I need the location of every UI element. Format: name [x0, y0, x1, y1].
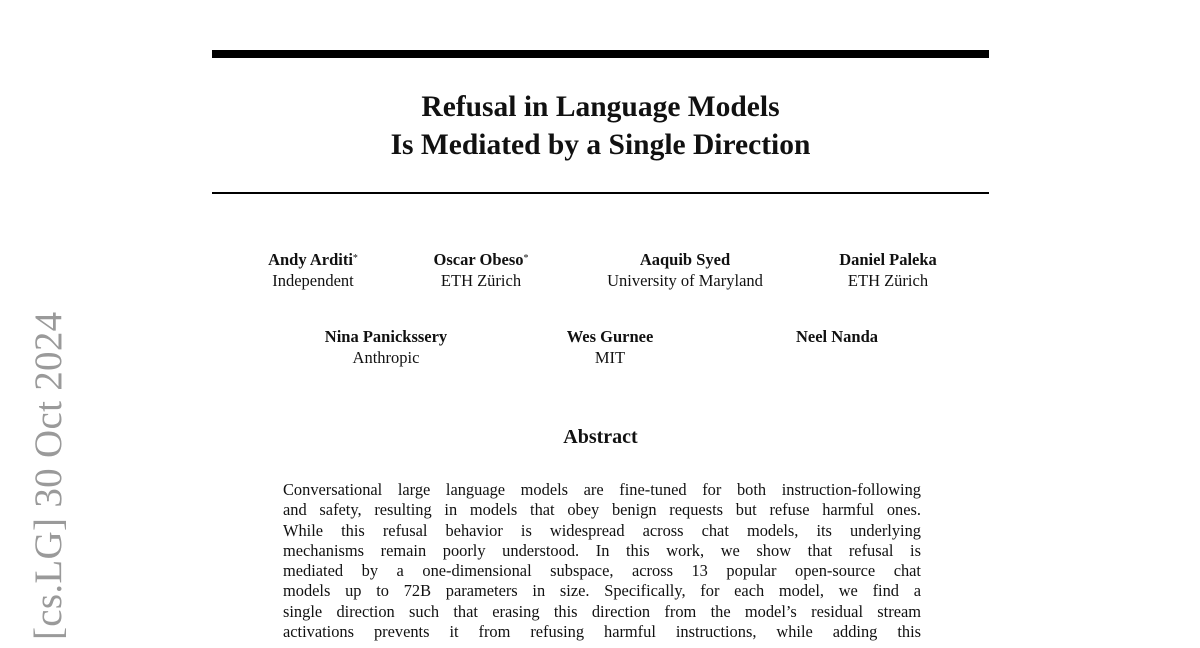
title-top-rule [212, 50, 989, 58]
paper-title-line-1: Refusal in Language Models [421, 91, 780, 123]
author-block-wes-gurnee [567, 326, 654, 368]
abstract-body [283, 480, 921, 642]
paper-title [212, 88, 989, 164]
abstract-line: mechanisms remain poorly understood. In this work, we show that refusal is [283, 540, 921, 560]
title-bottom-rule [212, 192, 989, 194]
author-name: Andy Arditi [268, 250, 353, 269]
author-affiliation: Anthropic [352, 348, 420, 367]
abstract-line: and safety, resulting in models that obey benign requests but refuse harmful ones. [283, 500, 921, 520]
author-block-daniel-paleka [839, 249, 937, 291]
equal-contribution-mark: * [523, 253, 529, 264]
author-block-aaquib-syed [607, 249, 763, 291]
abstract-line: single direction such that erasing this direction from the model’s residual stream [283, 601, 921, 621]
author-block-neel-nanda [796, 326, 878, 347]
author-name: Nina Panickssery [324, 327, 448, 346]
author-block-nina-panickssery [325, 326, 447, 368]
author-block-oscar-obeso [434, 249, 529, 291]
abstract-line: mediated by a one-dimensional subspace, across 13 popular open-source chat [283, 561, 921, 581]
author-affiliation: MIT [594, 348, 626, 367]
abstract-line: Conversational large language models are fine-tuned for both instruction-following [283, 480, 921, 499]
author-block-andy-arditi [268, 249, 358, 291]
author-affiliation: University of Maryland [607, 271, 763, 290]
abstract-line: While this refusal behavior is widespread across chat models, its underlying [283, 520, 921, 540]
author-name: Oscar Obeso [433, 250, 524, 269]
paper-title-line-2: Is Mediated by a Single Direction [390, 129, 811, 161]
author-name: Neel Nanda [795, 327, 879, 346]
arxiv-identifier-stamp: [cs.LG] 30 Oct 2024 [27, 311, 70, 640]
author-affiliation: Independent [272, 271, 354, 290]
author-affiliation: ETH Zürich [440, 271, 522, 290]
abstract-line: activations prevents it from refusing harmful instructions, while adding this [283, 622, 921, 642]
author-name: Wes Gurnee [566, 327, 654, 346]
abstract-heading: Abstract [563, 426, 638, 448]
author-affiliation: ETH Zürich [847, 271, 929, 290]
equal-contribution-mark: * [352, 253, 358, 264]
author-name: Daniel Paleka [839, 250, 937, 269]
abstract-line: models up to 72B parameters in size. Specifically, for each model, we find a [283, 581, 921, 601]
author-name: Aaquib Syed [639, 250, 731, 269]
